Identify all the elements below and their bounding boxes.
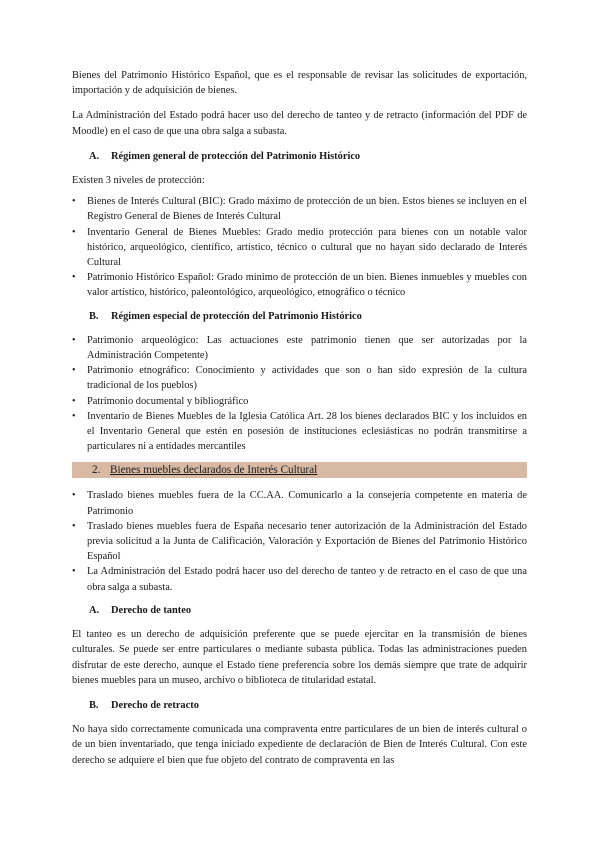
section-b-heading [89, 309, 527, 324]
tanteo-heading [89, 603, 527, 618]
list-item: • Patrimonio etnográfico: Conocimiento y actividades que son o han sido expresión de la cultura tradicional de los pueblos) [72, 363, 527, 393]
section-a-list [72, 194, 527, 300]
section-b-list [72, 333, 527, 455]
list-item: • Inventario General de Bienes Muebles: Grado medio protección para bienes con un notable valor histórico, arqueológico, científico, artístico, técnico o cultural que no hayan sido declarado de Interés Cultural [72, 225, 527, 271]
document-page [72, 68, 527, 768]
section-2-number: 2. [92, 464, 101, 477]
list-item: • Traslado bienes muebles fuera de España necesario tener autorización de la Administración del Estado previa solicitud a la Junta de Calificación, Valoración y Exportación de Bienes del Patrimonio Histórico Español [72, 519, 527, 565]
section-a-title: Régimen general de protección del Patrimonio Histórico [111, 150, 361, 162]
section-2-heading-bar [72, 462, 527, 478]
retracto-title: Derecho de retracto [111, 699, 199, 711]
section-2-list [72, 488, 527, 594]
list-item: • La Administración del Estado podrá hacer uso del derecho de tanteo y de retracto en el caso de que una obra salga a subasta. [72, 564, 527, 594]
section-2-title: Bienes muebles declarados de Interés Cultural [110, 464, 318, 477]
section-b-title: Régimen especial de protección del Patrimonio Histórico [111, 310, 362, 322]
retracto-heading [89, 698, 527, 713]
section-b-letter: B. [89, 310, 99, 322]
list-item: • Patrimonio Histórico Español: Grado mínimo de protección de un bien. Bienes inmuebles y muebles con valor artístico, histórico, paleontológico, arqueológico, etnográfico o técnico [72, 270, 527, 300]
retracto-letter: B. [89, 699, 99, 711]
tanteo-title: Derecho de tanteo [111, 604, 192, 616]
section-a-heading [89, 149, 527, 164]
list-item: • Inventario de Bienes Muebles de la Iglesia Católica Art. 28 los bienes declarados BIC y los incluidos en el Inventario General que estén en posesión de instituciones eclesiásticas no podrán transmitirse a particulares ni a entidades mercantiles [72, 409, 527, 455]
list-item: • Traslado bienes muebles fuera de la CC.AA. Comunicarlo a la consejería competente en materia de Patrimonio [72, 488, 527, 518]
tanteo-letter: A. [89, 604, 100, 616]
intro-paragraph-1: Bienes del Patrimonio Histórico Español, que es el responsable de revisar las solicitudes de exportación, importación y de adquisición de bienes. [72, 70, 527, 97]
tanteo-paragraph: El tanteo es un derecho de adquisición preferente que se puede ejercitar en la transmisión de bienes culturales. Se puede ser entre particulares o mediante subasta pública. Todas las administraciones pueden disfrutar de este derecho, aunque el Estado tiene preferencia sobre los demás siempre que trate de adquirir bienes muebles para un museo, archivo o biblioteca de titularidad estatal. [72, 629, 527, 686]
retracto-paragraph: No haya sido correctamente comunicada una compraventa entre particulares de un bien de interés cultural o de un bien inventariado, que tenga iniciado expediente de declaración de Bien de Interés Cultural. Con este derecho se adquiere el bien que fue objeto del contrato de compraventa en las [72, 724, 527, 766]
list-item: • Patrimonio arqueológico: Las actuaciones este patrimonio tienen que ser autorizadas por la Administración Competente) [72, 333, 527, 363]
list-item: • Patrimonio documental y bibliográfico [72, 394, 527, 409]
list-item: • Bienes de Interés Cultural (BIC): Grado máximo de protección de un bien. Estos bienes se incluyen en el Registro General de Bienes de Interés Cultural [72, 194, 527, 224]
intro-paragraph-2: La Administración del Estado podrá hacer uso del derecho de tanteo y de retracto (información del PDF de Moodle) en el caso de que una obra salga a subasta. [72, 110, 527, 137]
section-a-letter: A. [89, 150, 100, 162]
section-a-lead: Existen 3 niveles de protección: [72, 175, 205, 187]
